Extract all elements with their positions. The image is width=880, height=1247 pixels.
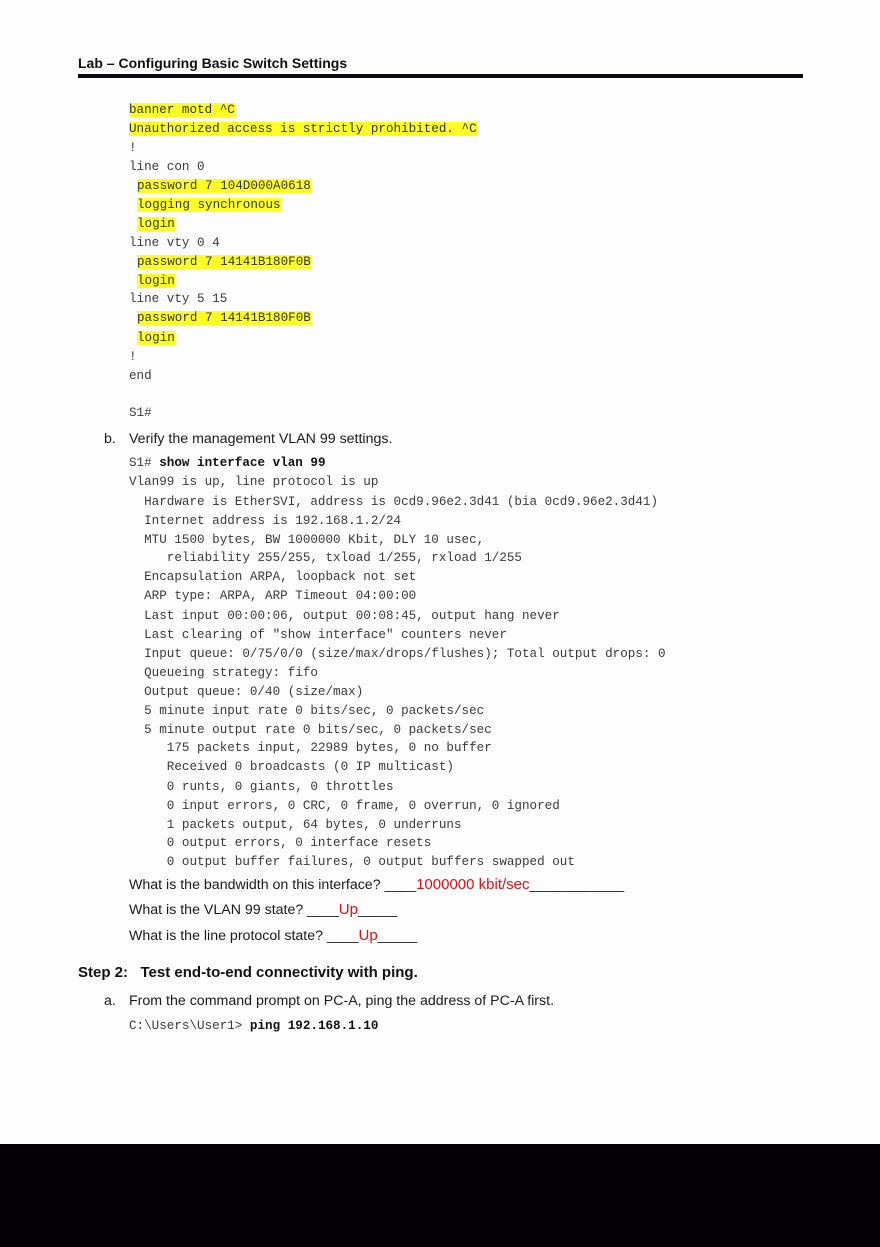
step-2a-instruction: From the command prompt on PC-A, ping the address of PC-A first.: [129, 993, 555, 1009]
output-line: 0 runts, 0 giants, 0 throttles: [129, 780, 394, 794]
config-line: [129, 158, 205, 177]
command-line: [129, 454, 326, 473]
output-line: 0 output errors, 0 interface resets: [129, 836, 432, 850]
config-line: [129, 290, 227, 309]
config-line-text: password 7 104D000A0618: [137, 179, 311, 193]
config-line-text: password 7 14141B180F0B: [137, 311, 311, 325]
config-line: [137, 215, 175, 234]
config-line: [137, 196, 281, 215]
config-line: [137, 329, 175, 348]
config-line-text: login: [137, 331, 175, 345]
output-line: Output queue: 0/40 (size/max): [129, 685, 364, 699]
config-line: [129, 234, 220, 253]
answer-blank-after: _____: [377, 928, 418, 944]
config-line: [129, 367, 152, 386]
output-line: 1 packets output, 64 bytes, 0 underruns: [129, 818, 462, 832]
question-text: What is the VLAN 99 state?: [129, 902, 308, 918]
config-line-text: logging synchronous: [137, 198, 281, 212]
question-line-protocol-state: [129, 927, 417, 947]
config-line-text: banner motd ^C: [129, 103, 235, 117]
config-line-text: login: [137, 217, 175, 231]
output-line: MTU 1500 bytes, BW 1000000 Kbit, DLY 10 usec,: [129, 533, 485, 547]
config-line-text: line vty 5 15: [129, 292, 228, 306]
answer-text: Up: [358, 927, 378, 944]
answer-text: 1000000 kbit/sec: [416, 876, 530, 893]
command-text: ping 192.168.1.10: [249, 1019, 379, 1033]
output-line: Last clearing of "show interface" counters never: [129, 628, 507, 642]
config-line: [129, 404, 152, 423]
answer-blank-after: _____: [357, 902, 398, 918]
config-line: [129, 101, 235, 120]
config-line: [137, 253, 311, 272]
output-line: Vlan99 is up, line protocol is up: [129, 475, 379, 489]
question-vlan-state: [129, 901, 397, 921]
output-line: 175 packets input, 22989 bytes, 0 no buffer: [129, 741, 492, 755]
output-line: 0 input errors, 0 CRC, 0 frame, 0 overrun, 0 ignored: [129, 799, 560, 813]
command-text: show interface vlan 99: [159, 456, 326, 470]
list-marker: b.: [104, 431, 116, 447]
output-line: reliability 255/255, txload 1/255, rxload 1/255: [129, 551, 522, 565]
config-line-text: S1#: [129, 406, 152, 420]
config-line: [129, 139, 137, 158]
output-line: Last input 00:00:06, output 00:08:45, output hang never: [129, 609, 560, 623]
output-line: ARP type: ARPA, ARP Timeout 04:00:00: [129, 589, 417, 603]
question-bandwidth: [129, 876, 624, 896]
output-line: Input queue: 0/75/0/0 (size/max/drops/flushes); Total output drops: 0: [129, 647, 666, 661]
config-line: [129, 348, 137, 367]
page-header-title: Lab – Configuring Basic Switch Settings: [78, 55, 348, 71]
config-line: [137, 272, 175, 291]
answer-blank-before: ____: [326, 928, 359, 944]
question-text: What is the line protocol state?: [129, 928, 327, 944]
config-line: [137, 309, 311, 328]
config-line-text: end: [129, 369, 152, 383]
answer-blank-before: ____: [307, 902, 339, 918]
config-line-text: !: [129, 141, 137, 155]
output-line: 5 minute input rate 0 bits/sec, 0 packets/sec: [129, 704, 485, 718]
config-line-text: line con 0: [129, 160, 205, 174]
config-line: [137, 177, 311, 196]
output-line: Encapsulation ARPA, loopback not set: [129, 570, 417, 584]
command-prompt: C:\Users\User1>: [129, 1019, 250, 1033]
answer-blank-after: ____________: [529, 877, 625, 893]
command-line: [129, 1017, 378, 1036]
list-marker: a.: [104, 993, 116, 1009]
question-text: What is the bandwidth on this interface?: [129, 877, 385, 893]
config-line-text: login: [137, 274, 175, 288]
output-line: Queueing strategy: fifo: [129, 666, 318, 680]
command-prompt: S1#: [129, 456, 160, 470]
bottom-black-band: [0, 1144, 880, 1247]
output-line: 0 output buffer failures, 0 output buffers swapped out: [129, 855, 575, 869]
config-line-text: Unauthorized access is strictly prohibited. ^C: [129, 122, 477, 136]
output-line: Received 0 broadcasts (0 IP multicast): [129, 760, 454, 774]
output-line: Hardware is EtherSVI, address is 0cd9.96e2.3d41 (bia 0cd9.96e2.3d41): [129, 495, 659, 509]
header-rule: [78, 74, 803, 78]
config-line-text: line vty 0 4: [129, 236, 220, 250]
output-line: 5 minute output rate 0 bits/sec, 0 packets/sec: [129, 723, 492, 737]
output-line: Internet address is 192.168.1.2/24: [129, 514, 402, 528]
answer-blank-before: ____: [384, 877, 417, 893]
answer-text: Up: [338, 901, 358, 918]
step-heading: Step 2: Test end-to-end connectivity with ping.: [78, 964, 418, 981]
config-line-text: password 7 14141B180F0B: [137, 255, 311, 269]
config-line: [129, 120, 477, 139]
config-line-text: !: [129, 350, 137, 364]
step-b-instruction: Verify the management VLAN 99 settings.: [129, 431, 393, 447]
